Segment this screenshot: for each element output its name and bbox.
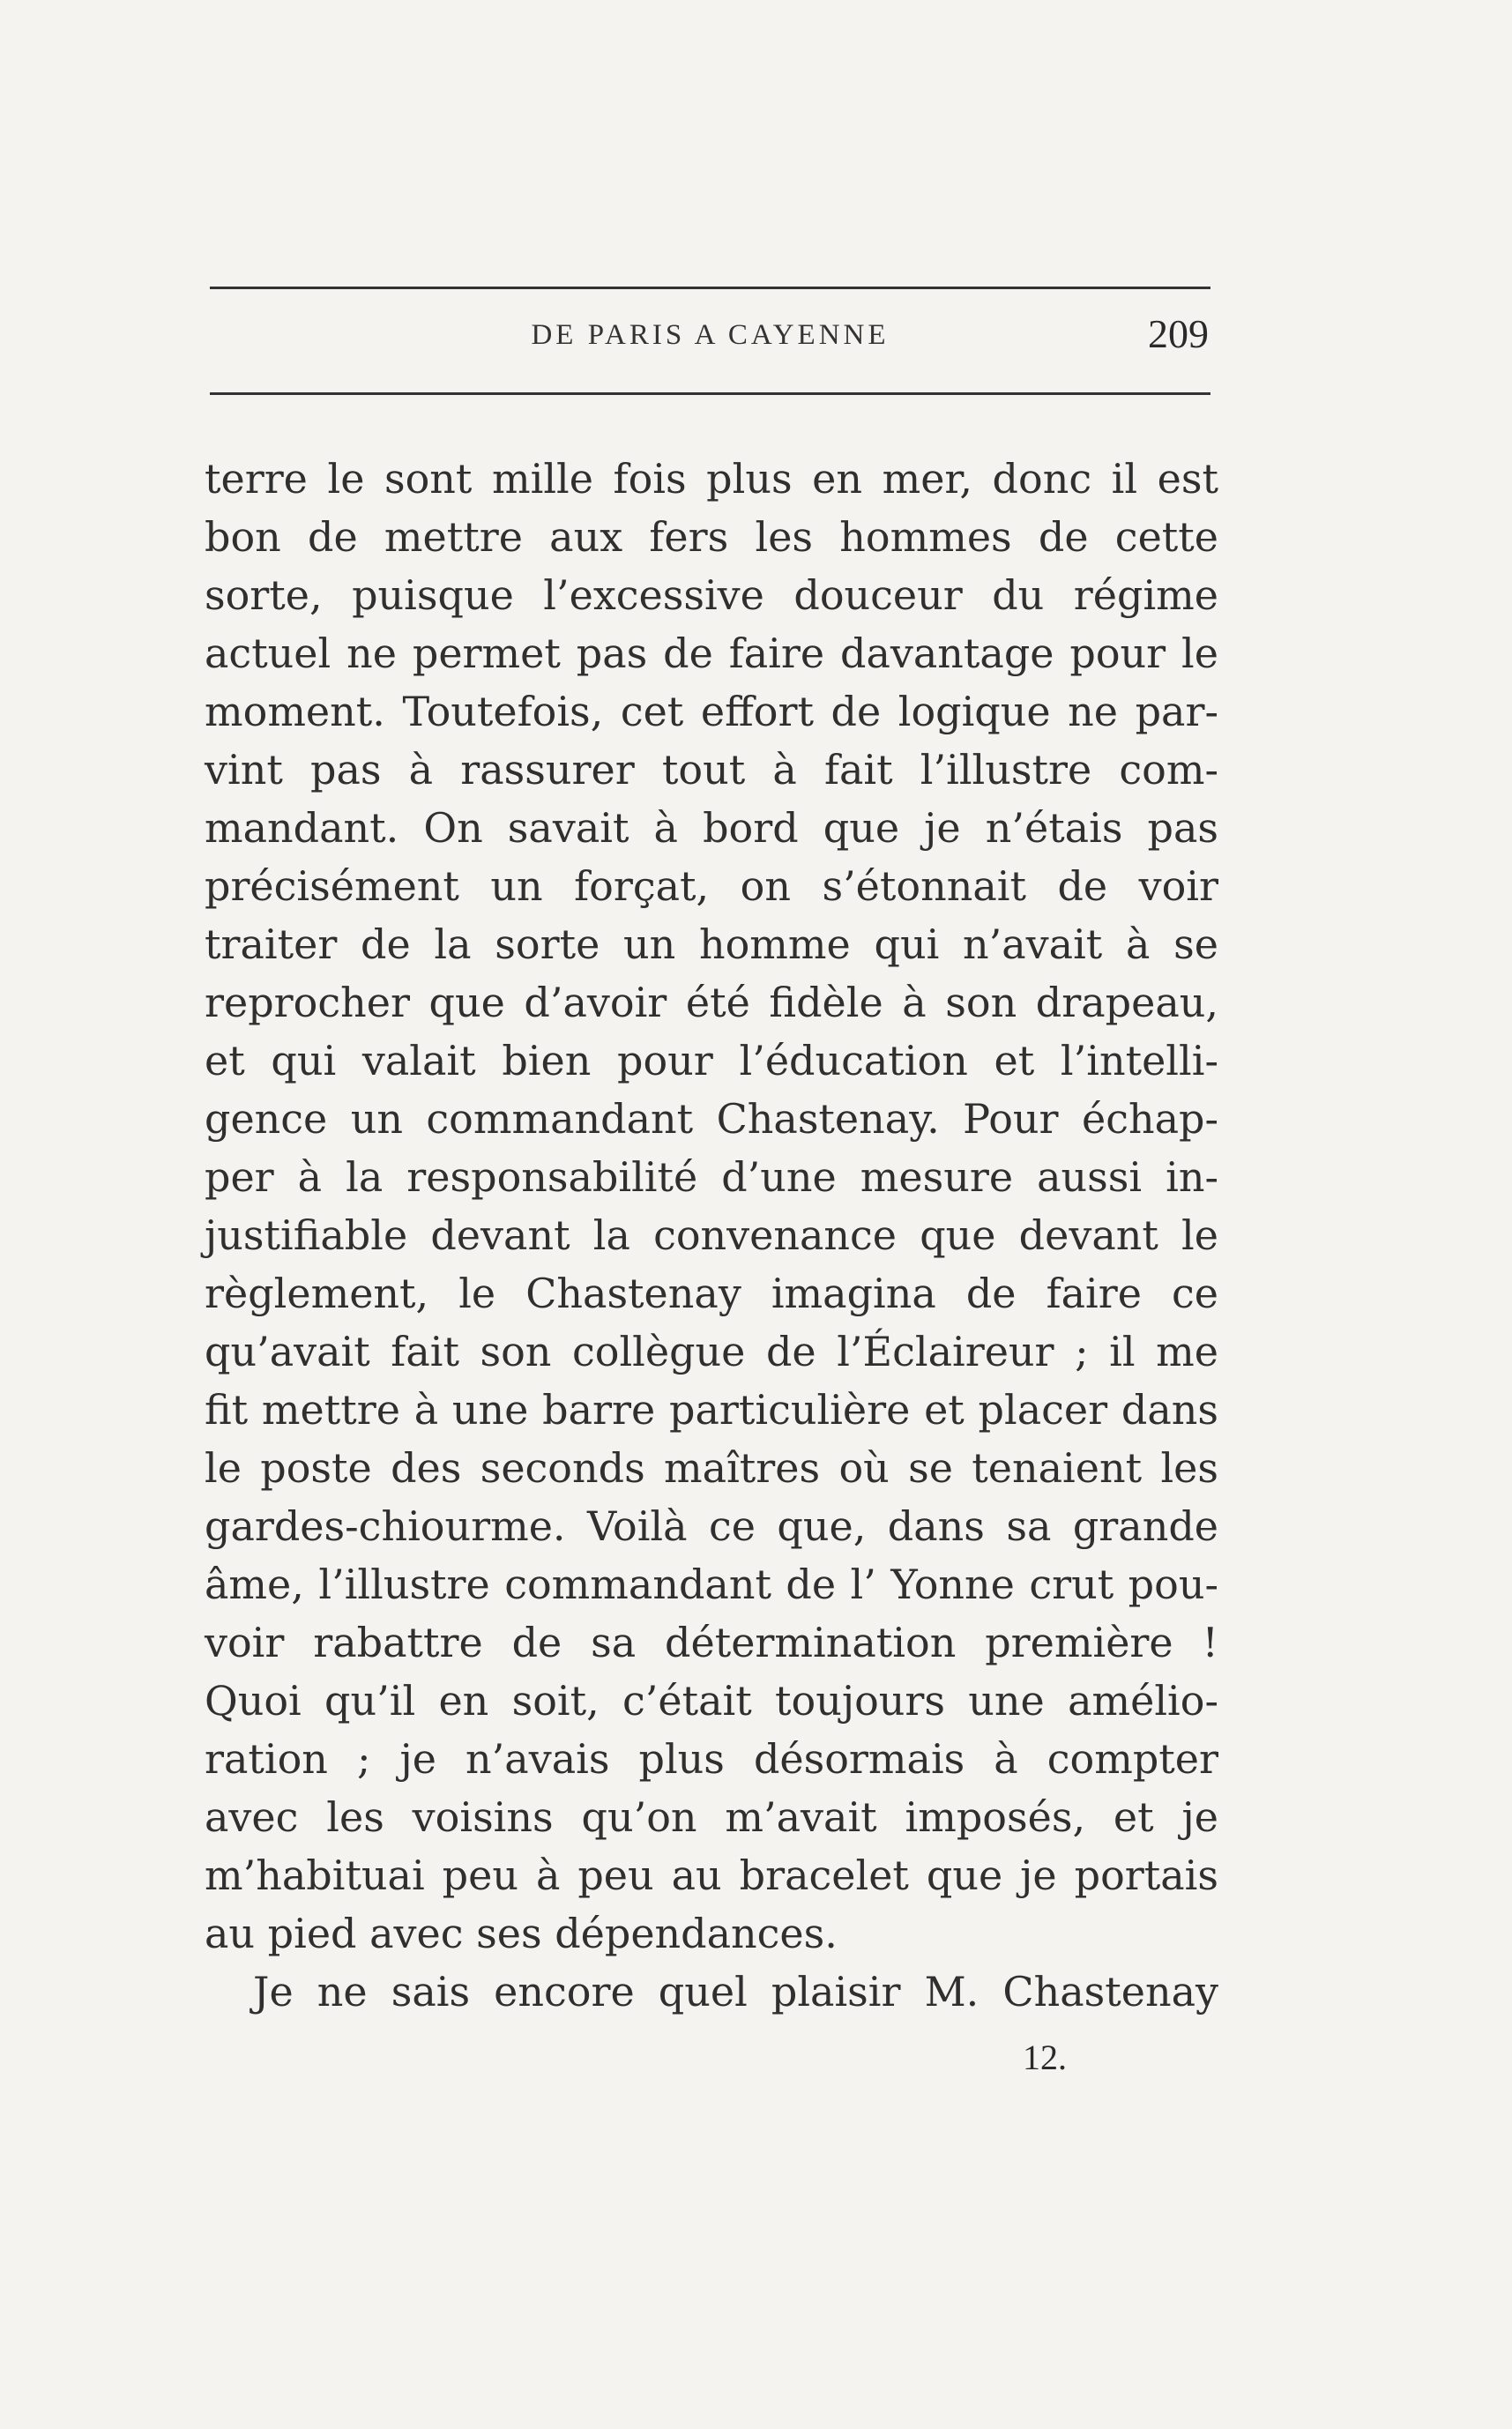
header-top-rule	[210, 287, 1210, 289]
text-line: au pied avec ses dépendances.	[205, 1910, 838, 1957]
text-line: moment. Toutefois, cet effort de logique ne par-	[205, 688, 1218, 735]
text-line: traiter de la sorte un homme qui n’avait à se	[205, 920, 1218, 968]
text-line: m’habituai peu à peu au bracelet que je portais	[205, 1852, 1218, 1899]
text-line: fit mettre à une barre particulière et placer dans	[205, 1386, 1218, 1434]
header-bottom-rule	[210, 392, 1210, 395]
signature-mark: 12.	[1023, 2038, 1067, 2077]
text-line: actuel ne permet pas de faire davantage pour le	[205, 630, 1218, 677]
body-text	[205, 450, 1218, 2021]
text-line: avec les voisins qu’on m’avait imposés, et je	[205, 1793, 1218, 1841]
text-line: justifiable devant la convenance que devant le	[205, 1211, 1218, 1259]
text-line: gardes-chiourme. Voilà ce que, dans sa grande	[205, 1502, 1218, 1550]
text-line: ration ; je n’avais plus désormais à compter	[205, 1735, 1218, 1783]
text-line: le poste des seconds maîtres où se tenaient les	[205, 1444, 1218, 1492]
text-line: reprocher que d’avoir été fidèle à son drapeau,	[205, 979, 1218, 1026]
text-line: règlement, le Chastenay imagina de faire ce	[205, 1270, 1218, 1317]
text-line: sorte, puisque l’excessive douceur du régime	[205, 571, 1218, 619]
text-line: qu’avait fait son collègue de l’Éclaireur ; il me	[205, 1328, 1218, 1375]
text-line: Je ne sais encore quel plaisir M. Chastenay	[253, 1968, 1218, 2015]
text-line: précisément un forçat, on s’étonnait de voir	[205, 862, 1218, 910]
text-line: mandant. On savait à bord que je n’étais pas	[205, 804, 1218, 852]
text-line: per à la responsabilité d’une mesure aussi in-	[205, 1153, 1218, 1201]
page-number: 209	[1148, 311, 1209, 356]
text-line: vint pas à rassurer tout à fait l’illustre com-	[205, 746, 1218, 794]
text-line: bon de mettre aux fers les hommes de cette	[205, 513, 1218, 561]
text-line: Quoi qu’il en soit, c’était toujours une amélio-	[205, 1677, 1218, 1725]
text-line: et qui valait bien pour l’éducation et l’intelli-	[205, 1037, 1218, 1084]
text-line: gence un commandant Chastenay. Pour échap-	[205, 1095, 1218, 1143]
text-line: voir rabattre de sa détermination première !	[205, 1619, 1218, 1666]
text-line: terre le sont mille fois plus en mer, donc il est	[205, 455, 1218, 503]
running-title: DE PARIS A CAYENNE	[531, 319, 890, 351]
text-line: âme, l’illustre commandant de l’ Yonne crut pou-	[205, 1561, 1218, 1608]
